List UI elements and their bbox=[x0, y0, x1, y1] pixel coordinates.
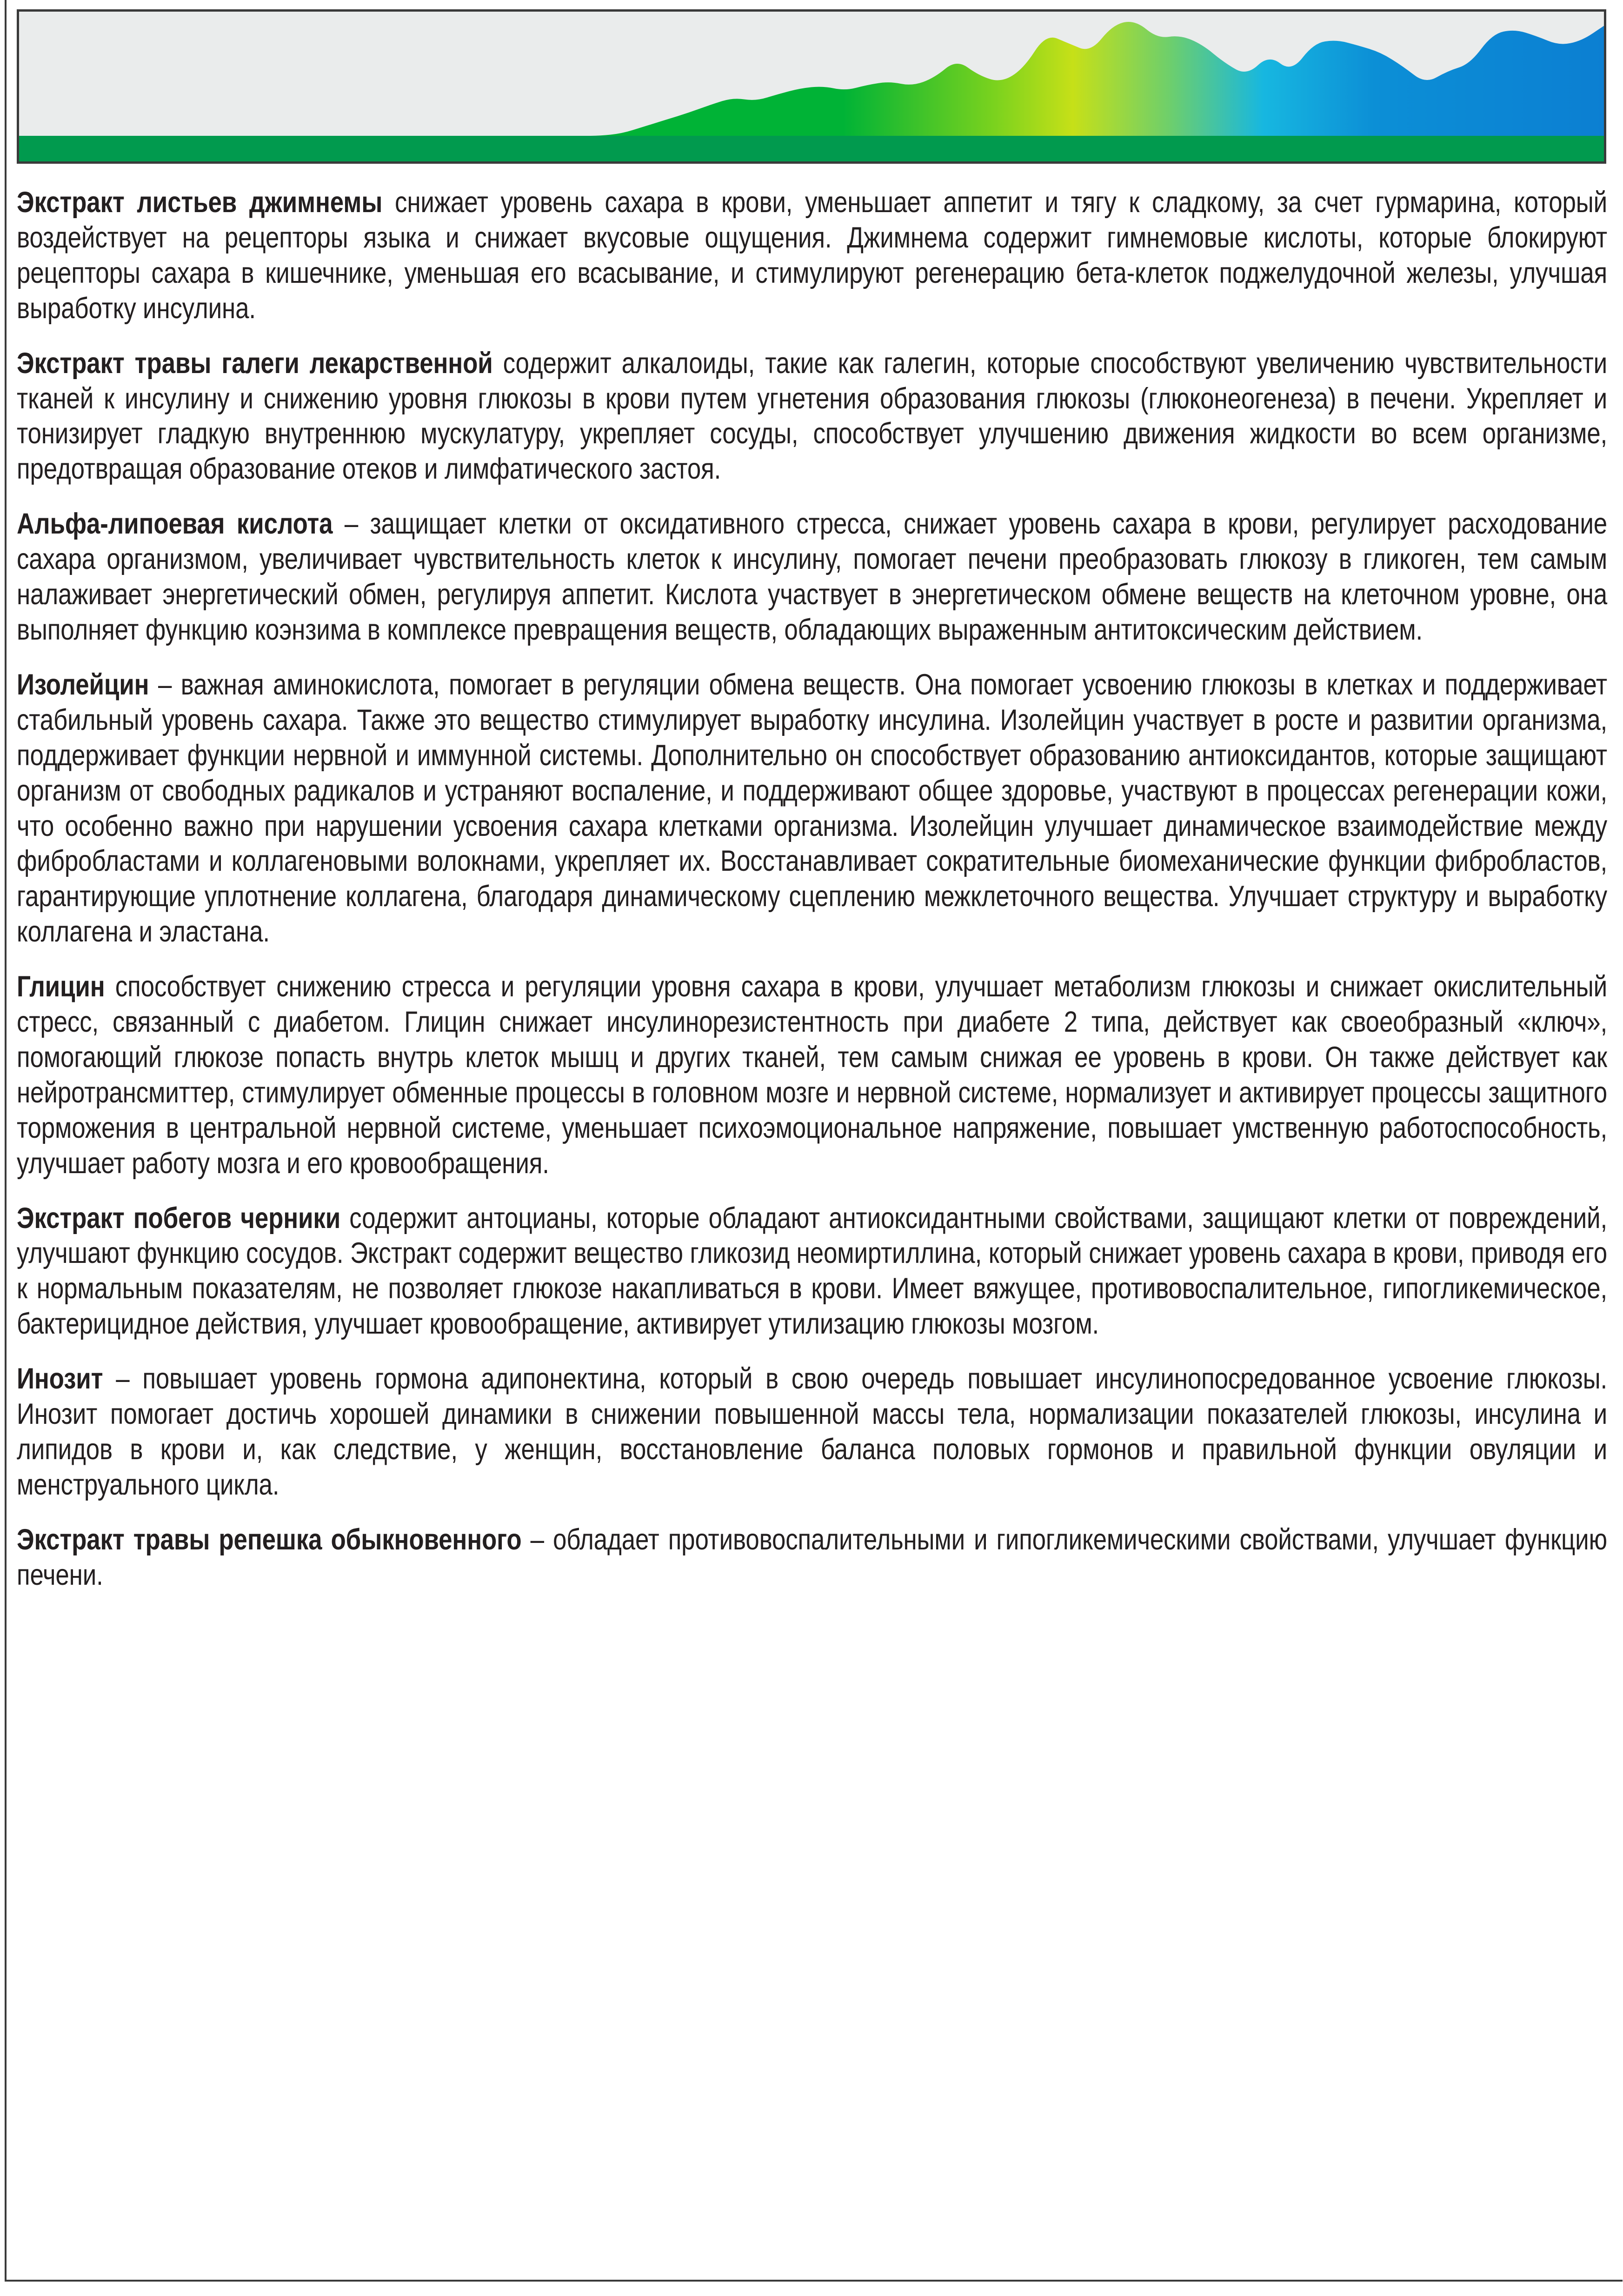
lead-galega: Экстракт травы галеги лекарственной bbox=[17, 347, 493, 380]
lead-agrimony: Экстракт травы репешка обыкновенного bbox=[17, 1523, 522, 1556]
paragraph-bilberry bbox=[17, 1201, 1607, 1342]
lead-bilberry: Экстракт побегов черники bbox=[17, 1201, 341, 1235]
lead-gymnema: Экстракт листьев джимнемы bbox=[17, 186, 383, 219]
header-banner bbox=[17, 9, 1606, 164]
paragraph-gymnema bbox=[17, 185, 1607, 327]
body-isoleucine: – важная аминокислота, помогает в регуляции обмена веществ. Она помогает усвоению глюкозы в клетках и поддерживает стабильный уровень сахара. Также это вещество стимулирует выработку инсулина. Изолейцин участвует в росте и развитии организма, поддерживает функции нервной и иммунной системы. Дополнительно он способствует образованию антиоксидантов, которые защищают организм от свободных радикалов и устраняют воспаление, и поддерживают общее здоровье, участвуют в процессах регенерации кожи, что особенно важно при нарушении усвоения сахара клетками организма. Изолейцин улучшает динамическое взаимодействие между фибробластами и коллагеновыми волокнами, укрепляет их. Восстанавливает сократительные биомеханические функции фибробластов, гарантирующие уплотнение коллагена, благодаря динамическому сцеплению межклеточного вещества. Улучшает структуру и выработку коллагена и эластана. bbox=[17, 668, 1607, 948]
lead-inositol: Инозит bbox=[17, 1362, 103, 1395]
body-bilberry: содержит антоцианы, которые обладают антиоксидантными свойствами, защищают клетки от повреждений, улучшают функцию сосудов. Экстракт содержит вещество гликозид неомиртиллина, который снижает уровень сахара в крови, приводя его к нормальным показателям, не позволяет глюкозе накапливаться в крови. Имеет вяжущее, противовоспалительное, гипогликемическое, бактерицидное действия, улучшает кровообращение, активирует утилизацию глюкозы мозгом. bbox=[17, 1201, 1607, 1341]
paragraph-galega bbox=[17, 346, 1607, 487]
document-body bbox=[17, 185, 1607, 1593]
lead-alpha-lipoic-acid: Альфа-липоевая кислота bbox=[17, 507, 333, 541]
body-alpha-lipoic-acid: – защищает клетки от оксидативного стресса, снижает уровень сахара в крови, регулирует расходование сахара организмом, увеличивает чувствительность клеток к инсулину, помогает печени преобразовать глюкозу в гликоген, тем самым налаживает энергетический обмен, регулируя аппетит. Кислота участвует в энергетическом обмене веществ на клеточном уровне, она выполняет функцию коэнзима в комплексе превращения веществ, обладающих выраженным антитоксическим действием. bbox=[17, 507, 1607, 646]
paragraph-agrimony bbox=[17, 1522, 1607, 1593]
paragraph-glycine bbox=[17, 969, 1607, 1181]
body-glycine: способствует снижению стресса и регуляции уровня сахара в крови, улучшает метаболизм глюкозы и снижает окислительный стресс, связанный с диабетом. Глицин снижает инсулинорезистентность при диабете 2 типа, действует как своеобразный «ключ», помогающий глюкозе попасть внутрь клеток мышц и других тканей, тем самым снижая ее уровень в крови. Он также действует как нейротрансмиттер, стимулирует обменные процессы в головном мозге и нервной системе, нормализует и активирует процессы защитного торможения в центральной нервной системе, уменьшает психоэмоциональное напряжение, повышает умственную работоспособность, улучшает работу мозга и его кровообращения. bbox=[17, 970, 1607, 1180]
body-inositol: – повышает уровень гормона адипонектина, который в свою очередь повышает инсулинопосредованное усвоение глюкозы. Инозит помогает достичь хорошей динамики в снижении повышенной массы тела, нормализации показателей глюкозы, инсулина и липидов в крови и, как следствие, у женщин, восстановление баланса половых гормонов и правильной функции овуляции и менструального цикла. bbox=[17, 1362, 1607, 1501]
body-gymnema: снижает уровень сахара в крови, уменьшает аппетит и тягу к сладкому, за счет гурмарина, который воздействует на рецепторы языка и снижает вкусовые ощущения. Джимнема содержит гимнемовые кислоты, которые блокируют рецепторы сахара в кишечнике, уменьшая его всасывание, и стимулируют регенерацию бета-клеток поджелудочной железы, улучшая выработку инсулина. bbox=[17, 186, 1607, 325]
paragraph-isoleucine bbox=[17, 667, 1607, 950]
lead-glycine: Глицин bbox=[17, 970, 105, 1003]
paragraph-alpha-lipoic-acid bbox=[17, 507, 1607, 648]
paragraph-inositol bbox=[17, 1362, 1607, 1503]
area-chart-icon bbox=[19, 12, 1604, 161]
body-agrimony: – обладает противовоспалительными и гипогликемическими свойствами, улучшает функцию печени. bbox=[17, 1523, 1608, 1591]
body-galega: содержит алкалоиды, такие как галегин, которые способствуют увеличению чувствительности тканей к инсулину и снижению уровня глюкозы в крови путем угнетения образования глюкозы (глюконеогенеза) в печени. Укрепляет и тонизирует гладкую внутреннюю мускулатуру, укрепляет сосуды, способствует улучшению движения жидкости во всем организме, предотвращая образование отеков и лимфатического застоя. bbox=[17, 347, 1607, 486]
lead-isoleucine: Изолейцин bbox=[17, 668, 149, 701]
